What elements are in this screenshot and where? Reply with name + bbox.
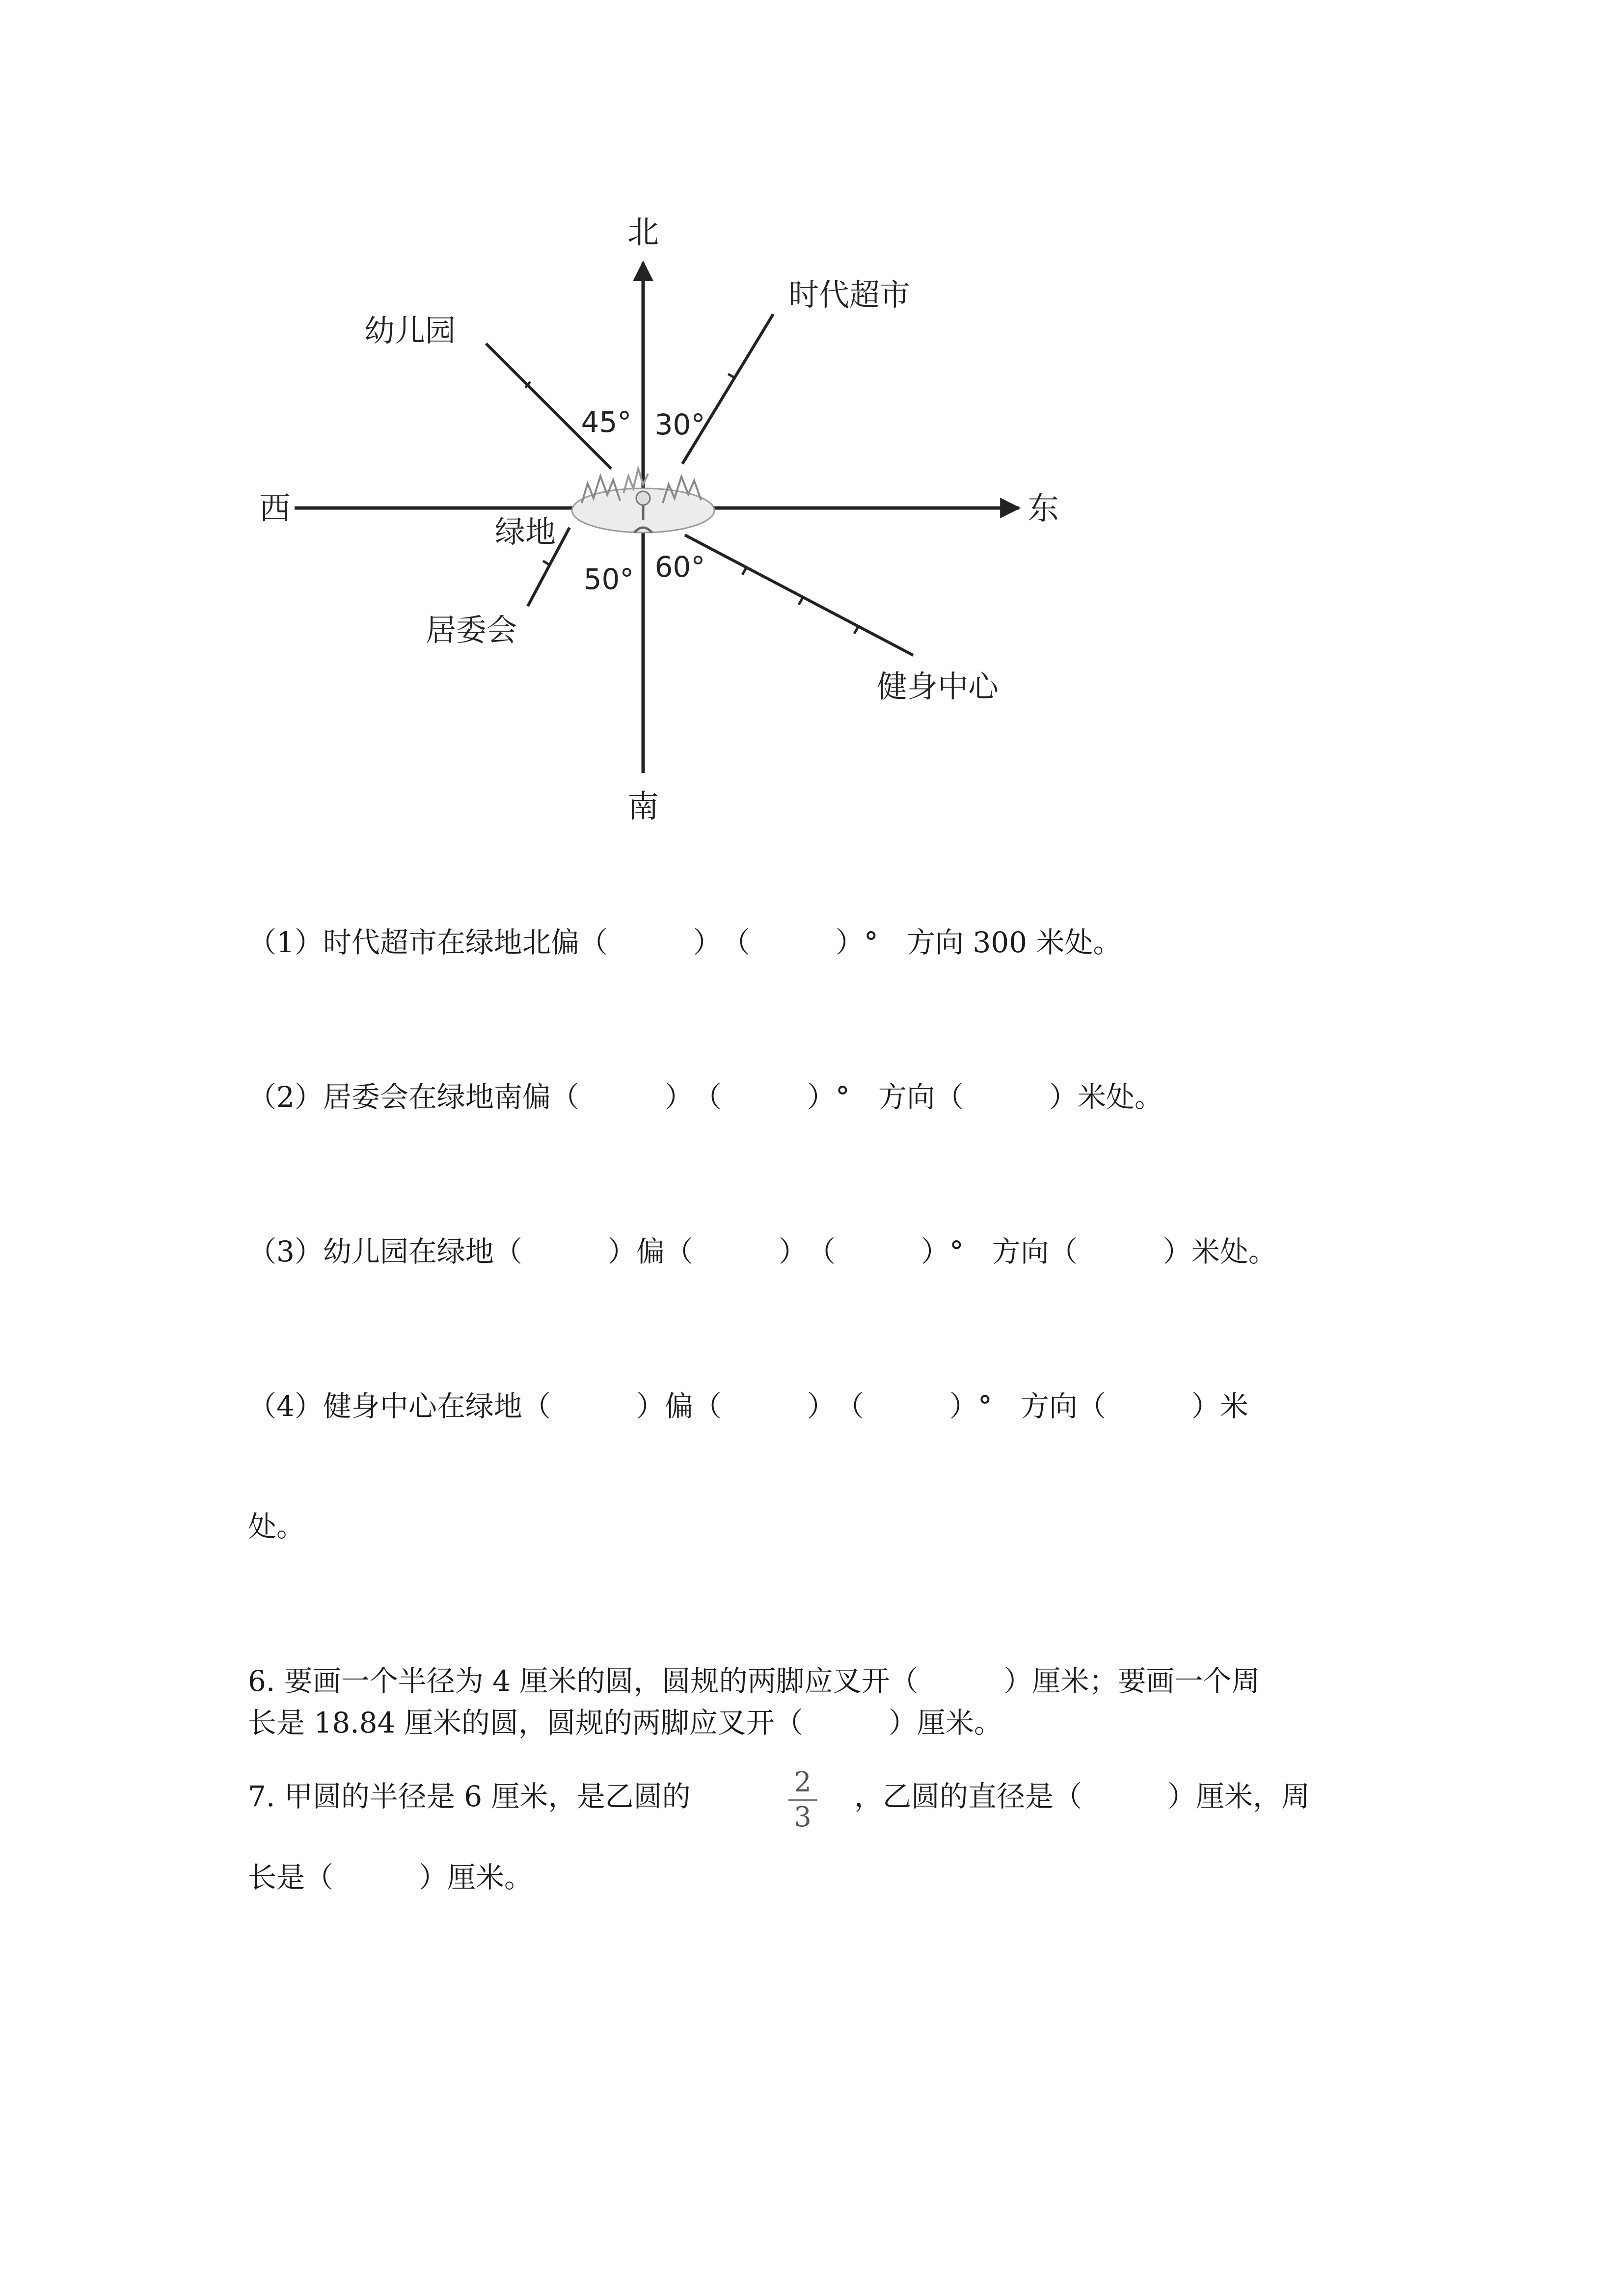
fraction-two-thirds [785, 1767, 820, 1833]
label-fitness: 健身中心 [876, 668, 999, 704]
fraction-numerator: 2 [794, 1766, 812, 1798]
label-kindergarten: 幼儿园 [364, 313, 456, 348]
angle-ne: 30° [654, 408, 705, 441]
question-4-line-2: 处。 [248, 1510, 305, 1543]
question-3: （3）幼儿园在绿地（ ）偏（ ） （ ）° 方向（ ）米处。 [248, 1235, 1277, 1268]
label-south: 南 [627, 789, 659, 825]
label-supermarket: 时代超市 [788, 277, 911, 313]
question-6-line-1: 6. 要画一个半径为 4 厘米的圆，圆规的两脚应叉开（ ）厘米；要画一个周 [248, 1664, 1260, 1698]
angle-se: 60° [654, 550, 705, 584]
angle-nw: 45° [581, 405, 632, 439]
label-north: 北 [627, 214, 659, 251]
question-1: （1）时代超市在绿地北偏（ ） （ ）° 方向 300 米处。 [248, 926, 1122, 959]
label-center: 绿地 [494, 514, 556, 550]
question-7-line-1b: ，乙圆的直径是（ ）厘米，周 [854, 1780, 1310, 1813]
fraction-denominator: 3 [794, 1801, 812, 1833]
fraction-bar [788, 1799, 817, 1801]
question-4-line-1: （4）健身中心在绿地（ ）偏（ ） （ ）° 方向（ ）米 [248, 1389, 1248, 1423]
ray-supermarket [682, 314, 773, 464]
question-2: （2）居委会在绿地南偏（ ） （ ）° 方向（ ）米处。 [248, 1080, 1163, 1114]
question-6-line-2: 长是 18.84 厘米的圆，圆规的两脚应叉开（ ）厘米。 [248, 1706, 1002, 1739]
question-7-line-1a: 7. 甲圆的半径是 6 厘米，是乙圆的 [248, 1780, 691, 1813]
angle-sw: 50° [583, 562, 634, 596]
ray-fitness [685, 535, 913, 655]
label-committee: 居委会 [425, 612, 517, 648]
question-7-line-2: 长是（ ）厘米。 [248, 1861, 533, 1894]
direction-diagram [0, 0, 1624, 883]
label-east: 东 [1028, 491, 1059, 527]
label-west: 西 [259, 491, 291, 527]
